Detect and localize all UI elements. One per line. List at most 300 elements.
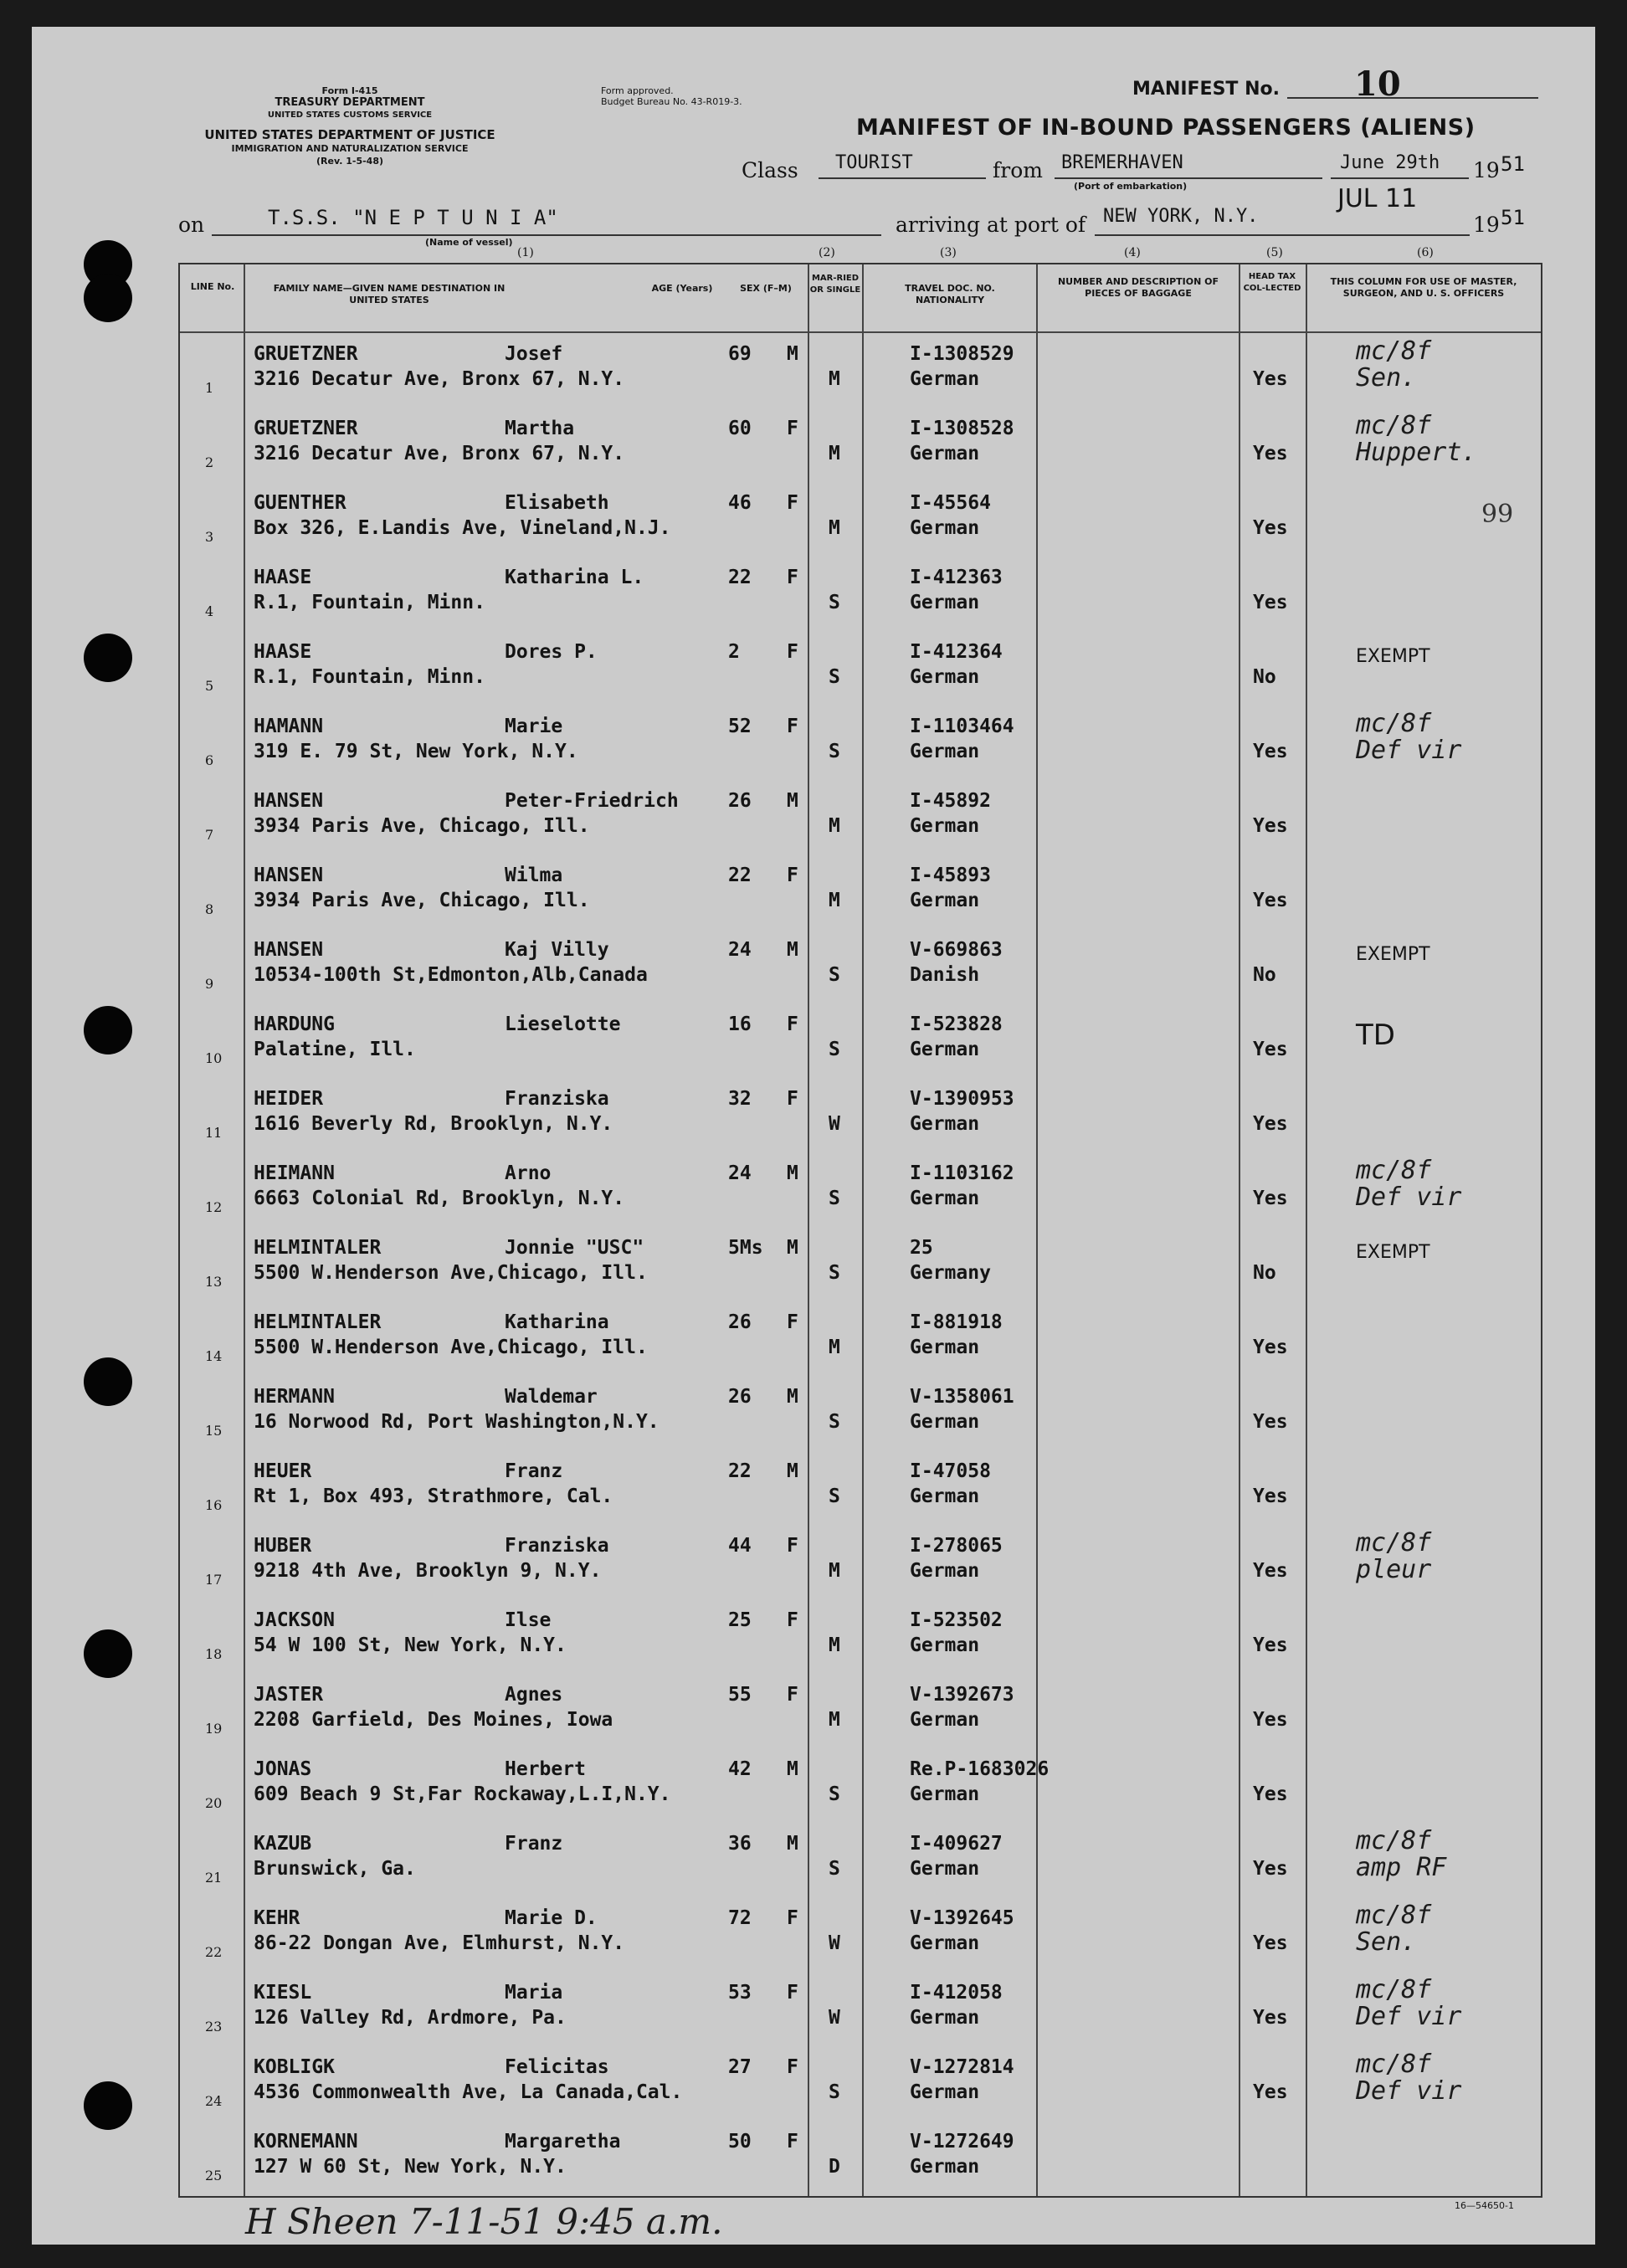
head-tax: No — [1253, 666, 1276, 688]
travel-doc-no: I-523502 — [910, 1609, 1003, 1631]
punch-hole — [84, 1357, 132, 1406]
head-tax: Yes — [1253, 443, 1288, 464]
treasury-dept: TREASURY DEPARTMENT — [275, 96, 425, 109]
age: 2 — [728, 641, 740, 663]
nationality: German — [910, 2081, 980, 2103]
family-name: HELMINTALER — [254, 1237, 382, 1259]
travel-doc-no: I-1308529 — [910, 343, 1014, 365]
arrival-line — [1095, 234, 1470, 236]
inspector-signature: H Sheen 7-11-51 9:45 a.m. — [245, 2201, 723, 2242]
given-name: Katharina L. — [505, 567, 644, 588]
nationality: German — [910, 1337, 980, 1358]
head-tax: Yes — [1253, 815, 1288, 837]
vessel-caption: (Name of vessel) — [425, 237, 513, 248]
travel-doc-no: V-1392645 — [910, 1907, 1014, 1929]
family-name: HANSEN — [254, 790, 324, 812]
head-tax: No — [1253, 1262, 1276, 1284]
line-number: 25 — [205, 2168, 223, 2183]
family-name: HELMINTALER — [254, 1311, 382, 1333]
sex: M — [787, 1386, 798, 1408]
nationality: Danish — [910, 964, 980, 986]
given-name: Peter-Friedrich — [505, 790, 679, 812]
line-number: 13 — [205, 1274, 223, 1290]
age: 22 — [728, 567, 752, 588]
vessel-value: T.S.S. "N E P T U N I A" — [268, 206, 558, 229]
col-num-1: (1) — [517, 246, 534, 259]
travel-doc-no: V-1392673 — [910, 1684, 1014, 1706]
punch-hole — [84, 274, 132, 322]
punch-hole — [84, 1006, 132, 1054]
destination: 3934 Paris Ave, Chicago, Ill. — [254, 815, 590, 837]
nationality: German — [910, 741, 980, 762]
travel-doc-no: I-412364 — [910, 641, 1003, 663]
age: 24 — [728, 939, 752, 961]
sex: F — [787, 641, 798, 663]
given-name: Dores P. — [505, 641, 598, 663]
table-row — [180, 1896, 1541, 1970]
travel-doc-no: I-1103162 — [910, 1162, 1014, 1184]
marital-status: M — [829, 815, 840, 837]
table-row — [180, 1449, 1541, 1523]
given-name: Waldemar — [505, 1386, 598, 1408]
sex: M — [787, 1237, 798, 1259]
sex: F — [787, 2131, 798, 2153]
line-number: 14 — [205, 1348, 223, 1364]
given-name: Franziska — [505, 1088, 609, 1110]
family-name: JONAS — [254, 1758, 312, 1780]
destination: 609 Beach 9 St,Far Rockaway,L.I,N.Y. — [254, 1783, 671, 1805]
nationality: German — [910, 592, 980, 613]
departure-date: June 29th — [1340, 152, 1440, 173]
sex: M — [787, 1460, 798, 1482]
sex: F — [787, 1535, 798, 1557]
destination: Rt 1, Box 493, Strathmore, Cal. — [254, 1485, 613, 1507]
head-tax: Yes — [1253, 2007, 1288, 2029]
nationality: German — [910, 1858, 980, 1880]
age: 32 — [728, 1088, 752, 1110]
given-name: Jonnie "USC" — [505, 1237, 644, 1259]
year-prefix: 19 — [1473, 158, 1500, 182]
line-number: 12 — [205, 1199, 223, 1215]
destination: 126 Valley Rd, Ardmore, Pa. — [254, 2007, 567, 2029]
manifest-no-label: MANIFEST No. — [1132, 79, 1280, 100]
family-name: KAZUB — [254, 1833, 312, 1855]
given-name: Marie D. — [505, 1907, 598, 1929]
age: 44 — [728, 1535, 752, 1557]
marital-status: S — [829, 1783, 840, 1805]
travel-doc-no: I-47058 — [910, 1460, 991, 1482]
destination: Brunswick, Ga. — [254, 1858, 416, 1880]
line-number: 17 — [205, 1572, 223, 1588]
table-row — [180, 1225, 1541, 1300]
arrival-date-stamp: JUL 11 — [1337, 184, 1418, 213]
family-name: KIESL — [254, 1982, 312, 2004]
given-name: Franziska — [505, 1535, 609, 1557]
line-number: 20 — [205, 1795, 223, 1811]
form-number: Form I-415 — [321, 85, 378, 96]
sex: M — [787, 1162, 798, 1184]
age: 72 — [728, 1907, 752, 1929]
family-name: HEUER — [254, 1460, 312, 1482]
travel-doc-no: I-45893 — [910, 865, 991, 886]
travel-doc-no: I-45564 — [910, 492, 991, 514]
port-caption: (Port of embarkation) — [1074, 181, 1188, 192]
class-value: TOURIST — [835, 152, 913, 173]
year-value: 51 — [1501, 152, 1525, 176]
col-num-5: (5) — [1266, 246, 1283, 259]
table-row — [180, 1672, 1541, 1747]
destination: 2208 Garfield, Des Moines, Iowa — [254, 1709, 613, 1731]
officer-note-2: Def vir — [1356, 1183, 1462, 1212]
officer-note-2: Def vir — [1356, 736, 1462, 765]
age: 5Ms — [728, 1237, 763, 1259]
sex: F — [787, 1311, 798, 1333]
given-name: Arno — [505, 1162, 552, 1184]
nationality: German — [910, 517, 980, 539]
date-line — [1331, 177, 1469, 179]
family-name: HANSEN — [254, 865, 324, 886]
table-row — [180, 1598, 1541, 1672]
family-name: JASTER — [254, 1684, 324, 1706]
travel-doc-no: V-669863 — [910, 939, 1003, 961]
sex: F — [787, 1013, 798, 1035]
sex: F — [787, 865, 798, 886]
table-row — [180, 1747, 1541, 1821]
destination: 3934 Paris Ave, Chicago, Ill. — [254, 890, 590, 911]
table-row — [180, 480, 1541, 555]
family-name: HAASE — [254, 567, 312, 588]
line-number: 11 — [205, 1125, 223, 1141]
marital-status: S — [829, 1188, 840, 1209]
destination: 3216 Decatur Ave, Bronx 67, N.Y. — [254, 443, 625, 464]
header-married: MAR-RIED OR SINGLE — [809, 274, 861, 295]
sex: M — [787, 790, 798, 812]
nationality: German — [910, 666, 980, 688]
officer-note: mc/8f — [1356, 1975, 1432, 2004]
budget-bureau: Budget Bureau No. 43-R019-3. — [601, 96, 742, 107]
header-baggage: NUMBER AND DESCRIPTION OF PIECES OF BAGGAGE — [1057, 276, 1219, 299]
nationality: Germany — [910, 1262, 991, 1284]
head-tax: No — [1253, 964, 1276, 986]
travel-doc-no: I-278065 — [910, 1535, 1003, 1557]
table-row — [180, 778, 1541, 853]
manifest-no-value: 10 — [1354, 64, 1401, 104]
head-tax: Yes — [1253, 1709, 1288, 1731]
nationality: German — [910, 1709, 980, 1731]
family-name: HERMANN — [254, 1386, 335, 1408]
family-name: HAMANN — [254, 716, 324, 737]
head-tax: Yes — [1253, 1113, 1288, 1135]
sex: F — [787, 1907, 798, 1929]
age: 46 — [728, 492, 752, 514]
head-tax: Yes — [1253, 368, 1288, 390]
sex: M — [787, 343, 798, 365]
officer-note: EXEMPT — [1356, 944, 1430, 965]
table-row — [180, 1300, 1541, 1374]
head-tax: Yes — [1253, 1858, 1288, 1880]
arriving-label: arriving at port of — [896, 213, 1086, 237]
line-number: 24 — [205, 2093, 223, 2109]
marital-status: W — [829, 1932, 840, 1954]
class-label: Class — [742, 158, 798, 182]
nationality: German — [910, 368, 980, 390]
head-tax: Yes — [1253, 1932, 1288, 1954]
nationality: German — [910, 1411, 980, 1433]
family-name: KOBLIGK — [254, 2056, 335, 2078]
destination: 319 E. 79 St, New York, N.Y. — [254, 741, 578, 762]
officer-note-2: Huppert. — [1356, 438, 1477, 467]
line-number: 8 — [205, 901, 214, 917]
nationality: German — [910, 1560, 980, 1582]
officer-note-2: Def vir — [1356, 2002, 1462, 2031]
table-row — [180, 2119, 1541, 2194]
officer-note: TD — [1356, 1019, 1395, 1052]
arrival-port: NEW YORK, N.Y. — [1103, 206, 1259, 227]
family-name: HANSEN — [254, 939, 324, 961]
nationality: German — [910, 1039, 980, 1060]
given-name: Elisabeth — [505, 492, 609, 514]
age: 42 — [728, 1758, 752, 1780]
sex: M — [787, 1758, 798, 1780]
line-number: 15 — [205, 1423, 223, 1439]
given-name: Wilma — [505, 865, 563, 886]
col-num-3: (3) — [940, 246, 957, 259]
punch-hole — [84, 1629, 132, 1678]
table-row — [180, 1002, 1541, 1076]
nationality: German — [910, 1188, 980, 1209]
page-stamp: 99 — [1481, 500, 1514, 529]
age: 26 — [728, 1311, 752, 1333]
line-number: 21 — [205, 1870, 223, 1886]
head-tax: Yes — [1253, 1188, 1288, 1209]
ins-service: IMMIGRATION AND NATURALIZATION SERVICE — [231, 143, 469, 154]
age: 52 — [728, 716, 752, 737]
officer-note: mc/8f — [1356, 1156, 1432, 1185]
marital-status: M — [829, 1560, 840, 1582]
travel-doc-no: 25 — [910, 1237, 933, 1259]
travel-doc-no: I-412363 — [910, 567, 1003, 588]
nationality: German — [910, 1932, 980, 1954]
nationality: German — [910, 2156, 980, 2178]
age: 69 — [728, 343, 752, 365]
travel-doc-no: I-1308528 — [910, 418, 1014, 439]
age: 36 — [728, 1833, 752, 1855]
officer-note: mc/8f — [1356, 1901, 1432, 1930]
table-row — [180, 1821, 1541, 1896]
form-approved: Form approved. — [601, 85, 674, 96]
officer-note-2: Def vir — [1356, 2076, 1462, 2106]
family-name: JACKSON — [254, 1609, 335, 1631]
marital-status: M — [829, 443, 840, 464]
nationality: German — [910, 1113, 980, 1135]
nationality: German — [910, 890, 980, 911]
head-tax: Yes — [1253, 1411, 1288, 1433]
officer-note-2: amp RF — [1356, 1853, 1447, 1882]
given-name: Kaj Villy — [505, 939, 609, 961]
table-row — [180, 1076, 1541, 1151]
head-tax: Yes — [1253, 1560, 1288, 1582]
line-number: 7 — [205, 827, 214, 843]
line-number: 19 — [205, 1721, 223, 1737]
marital-status: S — [829, 2081, 840, 2103]
header-line-no: LINE No. — [190, 281, 235, 292]
travel-doc-no: V-1272814 — [910, 2056, 1014, 2078]
head-tax: Yes — [1253, 1039, 1288, 1060]
age: 25 — [728, 1609, 752, 1631]
age: 53 — [728, 1982, 752, 2004]
officer-note: EXEMPT — [1356, 1242, 1430, 1263]
destination: Palatine, Ill. — [254, 1039, 416, 1060]
given-name: Franz — [505, 1833, 563, 1855]
from-label: from — [993, 158, 1043, 182]
given-name: Josef — [505, 343, 563, 365]
nationality: German — [910, 2007, 980, 2029]
col-num-2: (2) — [819, 246, 835, 259]
col-num-4: (4) — [1124, 246, 1141, 259]
class-line — [819, 177, 986, 179]
given-name: Herbert — [505, 1758, 586, 1780]
head-tax: Yes — [1253, 1485, 1288, 1507]
given-name: Maria — [505, 1982, 563, 2004]
officer-note: mc/8f — [1356, 2050, 1432, 2079]
travel-doc-no: V-1358061 — [910, 1386, 1014, 1408]
col-num-6: (6) — [1417, 246, 1434, 259]
nationality: German — [910, 1485, 980, 1507]
destination: R.1, Fountain, Minn. — [254, 592, 485, 613]
head-tax: Yes — [1253, 890, 1288, 911]
manifest-no-line — [1287, 94, 1538, 99]
marital-status: S — [829, 741, 840, 762]
footer-code: 16—54650-1 — [1455, 2200, 1514, 2211]
punch-hole — [84, 2081, 132, 2130]
given-name: Lieselotte — [505, 1013, 621, 1035]
age: 50 — [728, 2131, 752, 2153]
destination: 1616 Beverly Rd, Brooklyn, N.Y. — [254, 1113, 613, 1135]
marital-status: W — [829, 2007, 840, 2029]
line-number: 5 — [205, 678, 214, 694]
age: 22 — [728, 1460, 752, 1482]
line-number: 18 — [205, 1646, 223, 1662]
travel-doc-no: I-412058 — [910, 1982, 1003, 2004]
line-number: 22 — [205, 1944, 223, 1960]
given-name: Felicitas — [505, 2056, 609, 2078]
destination: 3216 Decatur Ave, Bronx 67, N.Y. — [254, 368, 625, 390]
sex: F — [787, 1088, 798, 1110]
given-name: Agnes — [505, 1684, 563, 1706]
age: 16 — [728, 1013, 752, 1035]
line-number: 6 — [205, 752, 214, 768]
family-name: HAASE — [254, 641, 312, 663]
sex: F — [787, 567, 798, 588]
marital-status: S — [829, 964, 840, 986]
destination: 4536 Commonwealth Ave, La Canada,Cal. — [254, 2081, 683, 2103]
destination: R.1, Fountain, Minn. — [254, 666, 485, 688]
head-tax: Yes — [1253, 517, 1288, 539]
marital-status: M — [829, 368, 840, 390]
marital-status: M — [829, 890, 840, 911]
sex: F — [787, 2056, 798, 2078]
sex: M — [787, 1833, 798, 1855]
head-tax: Yes — [1253, 741, 1288, 762]
marital-status: D — [829, 2156, 840, 2178]
given-name: Ilse — [505, 1609, 552, 1631]
officer-note-2: Sen. — [1356, 363, 1417, 393]
justice-dept: UNITED STATES DEPARTMENT OF JUSTICE — [204, 127, 495, 142]
sex: F — [787, 716, 798, 737]
header-age: AGE (Years) — [651, 283, 713, 294]
destination: 10534-100th St,Edmonton,Alb,Canada — [254, 964, 648, 986]
destination: 5500 W.Henderson Ave,Chicago, Ill. — [254, 1337, 648, 1358]
family-name: GRUETZNER — [254, 343, 358, 365]
line-number: 2 — [205, 454, 214, 470]
sex: F — [787, 1982, 798, 2004]
officer-note: mc/8f — [1356, 411, 1432, 440]
manifest-table — [178, 263, 1542, 2198]
table-row — [180, 331, 1541, 406]
officer-note: EXEMPT — [1356, 646, 1430, 667]
line-number: 9 — [205, 976, 214, 992]
table-row — [180, 1970, 1541, 2045]
marital-status: M — [829, 1709, 840, 1731]
age: 26 — [728, 1386, 752, 1408]
marital-status: S — [829, 666, 840, 688]
travel-doc-no: I-1103464 — [910, 716, 1014, 737]
given-name: Franz — [505, 1460, 563, 1482]
sex: F — [787, 492, 798, 514]
line-number: 4 — [205, 603, 214, 619]
marital-status: S — [829, 1411, 840, 1433]
manifest-title: MANIFEST OF IN-BOUND PASSENGERS (ALIENS) — [856, 115, 1476, 141]
travel-doc-no: V-1390953 — [910, 1088, 1014, 1110]
table-row — [180, 629, 1541, 704]
revision: (Rev. 1-5-48) — [316, 156, 383, 167]
officer-note: mc/8f — [1356, 709, 1432, 738]
family-name: GUENTHER — [254, 492, 346, 514]
sex: F — [787, 1609, 798, 1631]
family-name: HEIDER — [254, 1088, 324, 1110]
family-name: HUBER — [254, 1535, 312, 1557]
header-travel: TRAVEL DOC. NO. NATIONALITY — [905, 283, 995, 305]
travel-doc-no: Re.P-1683026 — [910, 1758, 1050, 1780]
travel-doc-no: I-881918 — [910, 1311, 1003, 1333]
table-row — [180, 1151, 1541, 1225]
travel-doc-no: I-45892 — [910, 790, 991, 812]
nationality: German — [910, 815, 980, 837]
header-sex: SEX (F–M) — [740, 283, 792, 294]
table-row — [180, 406, 1541, 480]
destination: 6663 Colonial Rd, Brooklyn, N.Y. — [254, 1188, 625, 1209]
marital-status: W — [829, 1113, 840, 1135]
destination: 86-22 Dongan Ave, Elmhurst, N.Y. — [254, 1932, 625, 1954]
line-number: 1 — [205, 380, 214, 396]
travel-doc-no: I-523828 — [910, 1013, 1003, 1035]
nationality: German — [910, 1783, 980, 1805]
destination: 127 W 60 St, New York, N.Y. — [254, 2156, 567, 2178]
officer-note: mc/8f — [1356, 1528, 1432, 1557]
header-tax: HEAD TAX COL-LECTED — [1243, 272, 1301, 293]
header-name: FAMILY NAME—GIVEN NAME DESTINATION IN UNITED STATES — [273, 283, 506, 305]
table-row — [180, 1374, 1541, 1449]
sex: M — [787, 939, 798, 961]
age: 60 — [728, 418, 752, 439]
officer-note: mc/8f — [1356, 1826, 1432, 1855]
arrival-year-prefix: 19 — [1473, 213, 1500, 237]
family-name: GRUETZNER — [254, 418, 358, 439]
arrival-year: 51 — [1501, 206, 1525, 229]
age: 55 — [728, 1684, 752, 1706]
family-name: KORNEMANN — [254, 2131, 358, 2153]
from-value: BREMERHAVEN — [1061, 152, 1183, 173]
